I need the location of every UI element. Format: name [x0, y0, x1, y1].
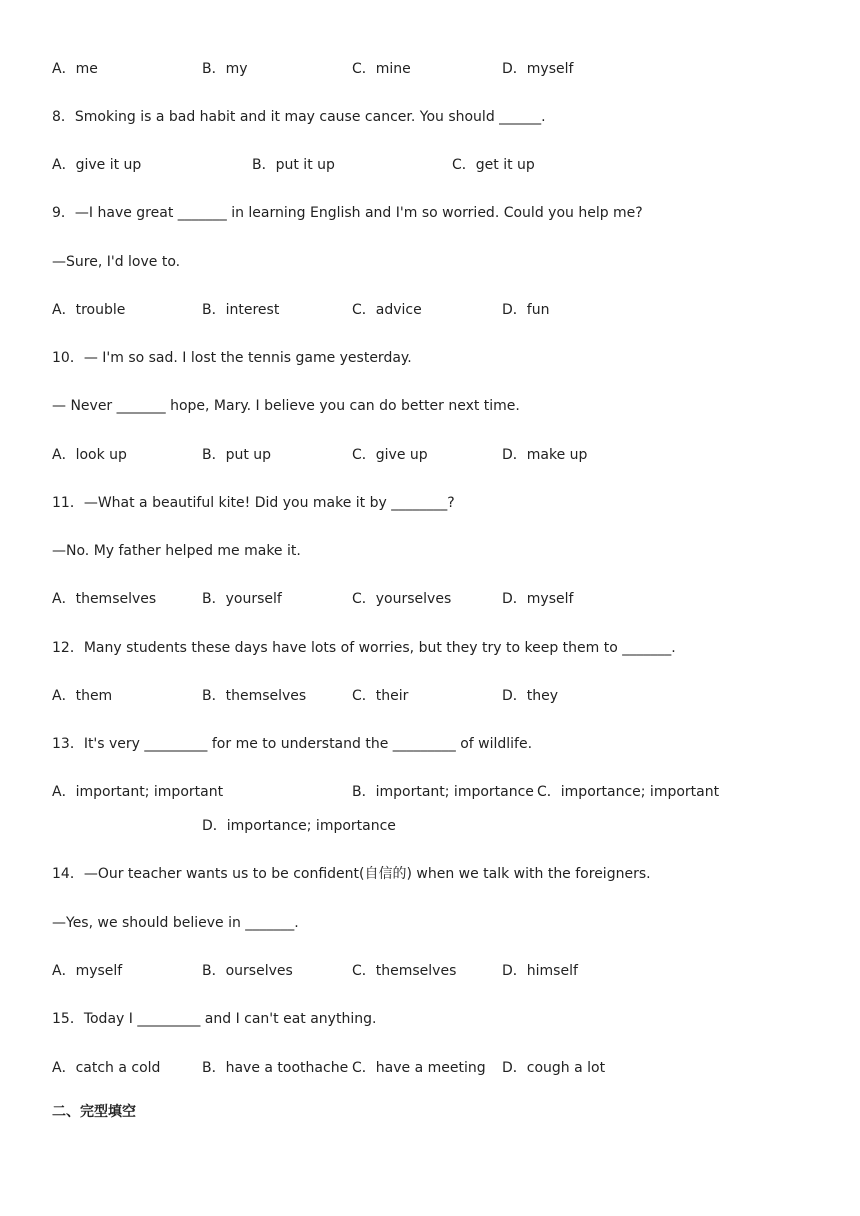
section-heading: 二、完型填空 [52, 1104, 136, 1120]
q9-option-b: B．interest [202, 302, 280, 318]
q11-option-d: D．myself [502, 591, 574, 607]
q11-option-c: C．yourselves [352, 591, 452, 607]
q14-option-b: B．ourselves [202, 963, 293, 979]
q10-stem: 10．— I'm so sad. I lost the tennis game yesterday. [52, 350, 412, 366]
q8-option-a: A．give it up [52, 157, 142, 173]
q10-option-c: C．give up [352, 447, 428, 463]
q15-option-b: B．have a toothache [202, 1060, 349, 1076]
q11-reply: —No. My father helped me make it. [52, 543, 301, 559]
q15-option-a: A．catch a cold [52, 1060, 161, 1076]
q11-stem: 11．—What a beautiful kite! Did you make it by ________? [52, 495, 455, 511]
q12-option-d: D．they [502, 688, 559, 704]
q7-option-b: B．my [202, 61, 248, 77]
q9-option-c: C．advice [352, 302, 422, 318]
q13-option-d: D．importance; importance [202, 818, 396, 834]
q10-option-d: D．make up [502, 447, 588, 463]
q7-option-c: C．mine [352, 61, 411, 77]
q14-reply: —Yes, we should believe in _______. [52, 915, 299, 931]
q10-reply: — Never _______ hope, Mary. I believe you can do better next time. [52, 398, 520, 414]
q11-option-a: A．themselves [52, 591, 157, 607]
q10-option-a: A．look up [52, 447, 127, 463]
q13-stem: 13．It's very _________ for me to understand the _________ of wildlife. [52, 736, 533, 752]
q12-option-a: A．them [52, 688, 113, 704]
q8-stem: 8．Smoking is a bad habit and it may cause cancer. You should ______. [52, 109, 546, 125]
q13-option-c: C．importance; important [537, 784, 720, 800]
q8-option-b: B．put it up [252, 157, 335, 173]
q14-option-d: D．himself [502, 963, 578, 979]
q10-option-b: B．put up [202, 447, 272, 463]
q12-stem: 12．Many students these days have lots of worries, but they try to keep them to _______. [52, 640, 676, 656]
q11-option-b: B．yourself [202, 591, 282, 607]
q15-option-c: C．have a meeting [352, 1060, 486, 1076]
q15-stem: 15．Today I _________ and I can't eat anything. [52, 1011, 377, 1027]
q13-option-a: A．important; important [52, 784, 224, 800]
q14-stem: 14．—Our teacher wants us to be confident(自信的) when we talk with the foreigners. [52, 866, 651, 882]
q14-option-a: A．myself [52, 963, 123, 979]
q12-option-c: C．their [352, 688, 409, 704]
q14-option-c: C．themselves [352, 963, 457, 979]
q7-option-a: A．me [52, 61, 98, 77]
q13-option-b: B．important; importance [352, 784, 534, 800]
q7-option-d: D．myself [502, 61, 574, 77]
q9-reply: —Sure, I'd love to. [52, 254, 181, 270]
q9-stem: 9．—I have great _______ in learning English and I'm so worried. Could you help me? [52, 205, 643, 221]
q15-option-d: D．cough a lot [502, 1060, 606, 1076]
q8-option-c: C．get it up [452, 157, 535, 173]
q9-option-a: A．trouble [52, 302, 126, 318]
q12-option-b: B．themselves [202, 688, 307, 704]
q9-option-d: D．fun [502, 302, 550, 318]
